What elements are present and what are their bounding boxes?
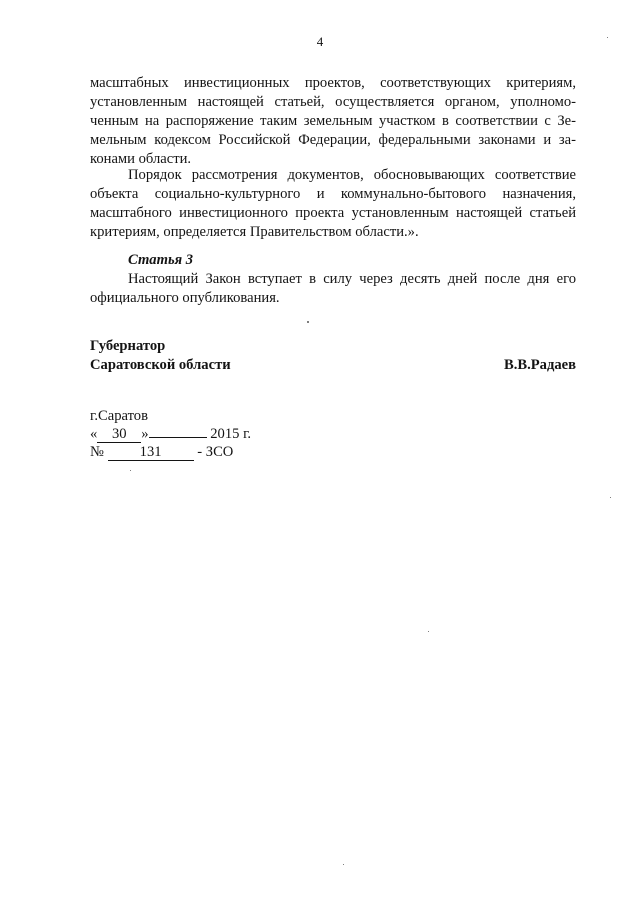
paragraph-line: объекта социально-культурного и коммунально-бытового назначения, [90,186,576,202]
paragraph-line: Настоящий Закон вступает в силу через десять дней после дня его [128,271,576,287]
scan-speck [130,470,131,471]
date-month [149,437,207,438]
paragraph-line: мельным кодексом Российской Федерации, федеральными законами и за- [90,132,576,148]
date-open-quote: « [90,426,98,442]
paragraph-line: установленным настоящей статьей, осуществляется органом, уполномо- [90,94,576,110]
date-line [90,425,251,443]
paragraph-line: масштабных инвестиционных проектов, соответствующих критериям, [90,75,576,91]
signatory-region: Саратовской области [90,357,231,373]
number-value: 131 [108,445,194,461]
signatory-name: В.В.Радаев [503,357,576,373]
paragraph-procedure [90,166,576,242]
paragraph-line: официального опубликования. [90,290,280,306]
article-heading: Статья 3 [128,252,194,268]
scan-speck [607,37,608,38]
scan-speck [307,321,309,323]
paragraph-continuation [90,74,576,169]
scan-speck [428,631,429,632]
signature-block [90,337,576,375]
signatory-title: Губернатор [90,338,166,354]
paragraph-line: масштабного инвестиционного проекта установленным настоящей статьей [90,205,576,221]
scan-speck [343,864,344,865]
number-label: № [90,444,104,460]
city: г.Саратов [90,408,148,424]
page-number: 4 [316,34,324,49]
article-body [90,270,576,308]
paragraph-line: Порядок рассмотрения документов, обосновывающих соответствие [128,167,576,183]
date-close-quote: » [141,426,149,442]
number-line [90,443,251,461]
number-suffix: - ЗСО [197,444,234,460]
place-date-number [90,407,251,461]
paragraph-line: ченным на распоряжение таким земельным участком в соответствии с Зе- [90,113,576,129]
paragraph-line: критериям, определяется Правительством области.». [90,224,419,240]
scan-speck [610,497,611,498]
paragraph-line: конами области. [90,151,192,167]
date-day: 30 [97,427,141,443]
date-year: 2015 г. [210,426,252,442]
